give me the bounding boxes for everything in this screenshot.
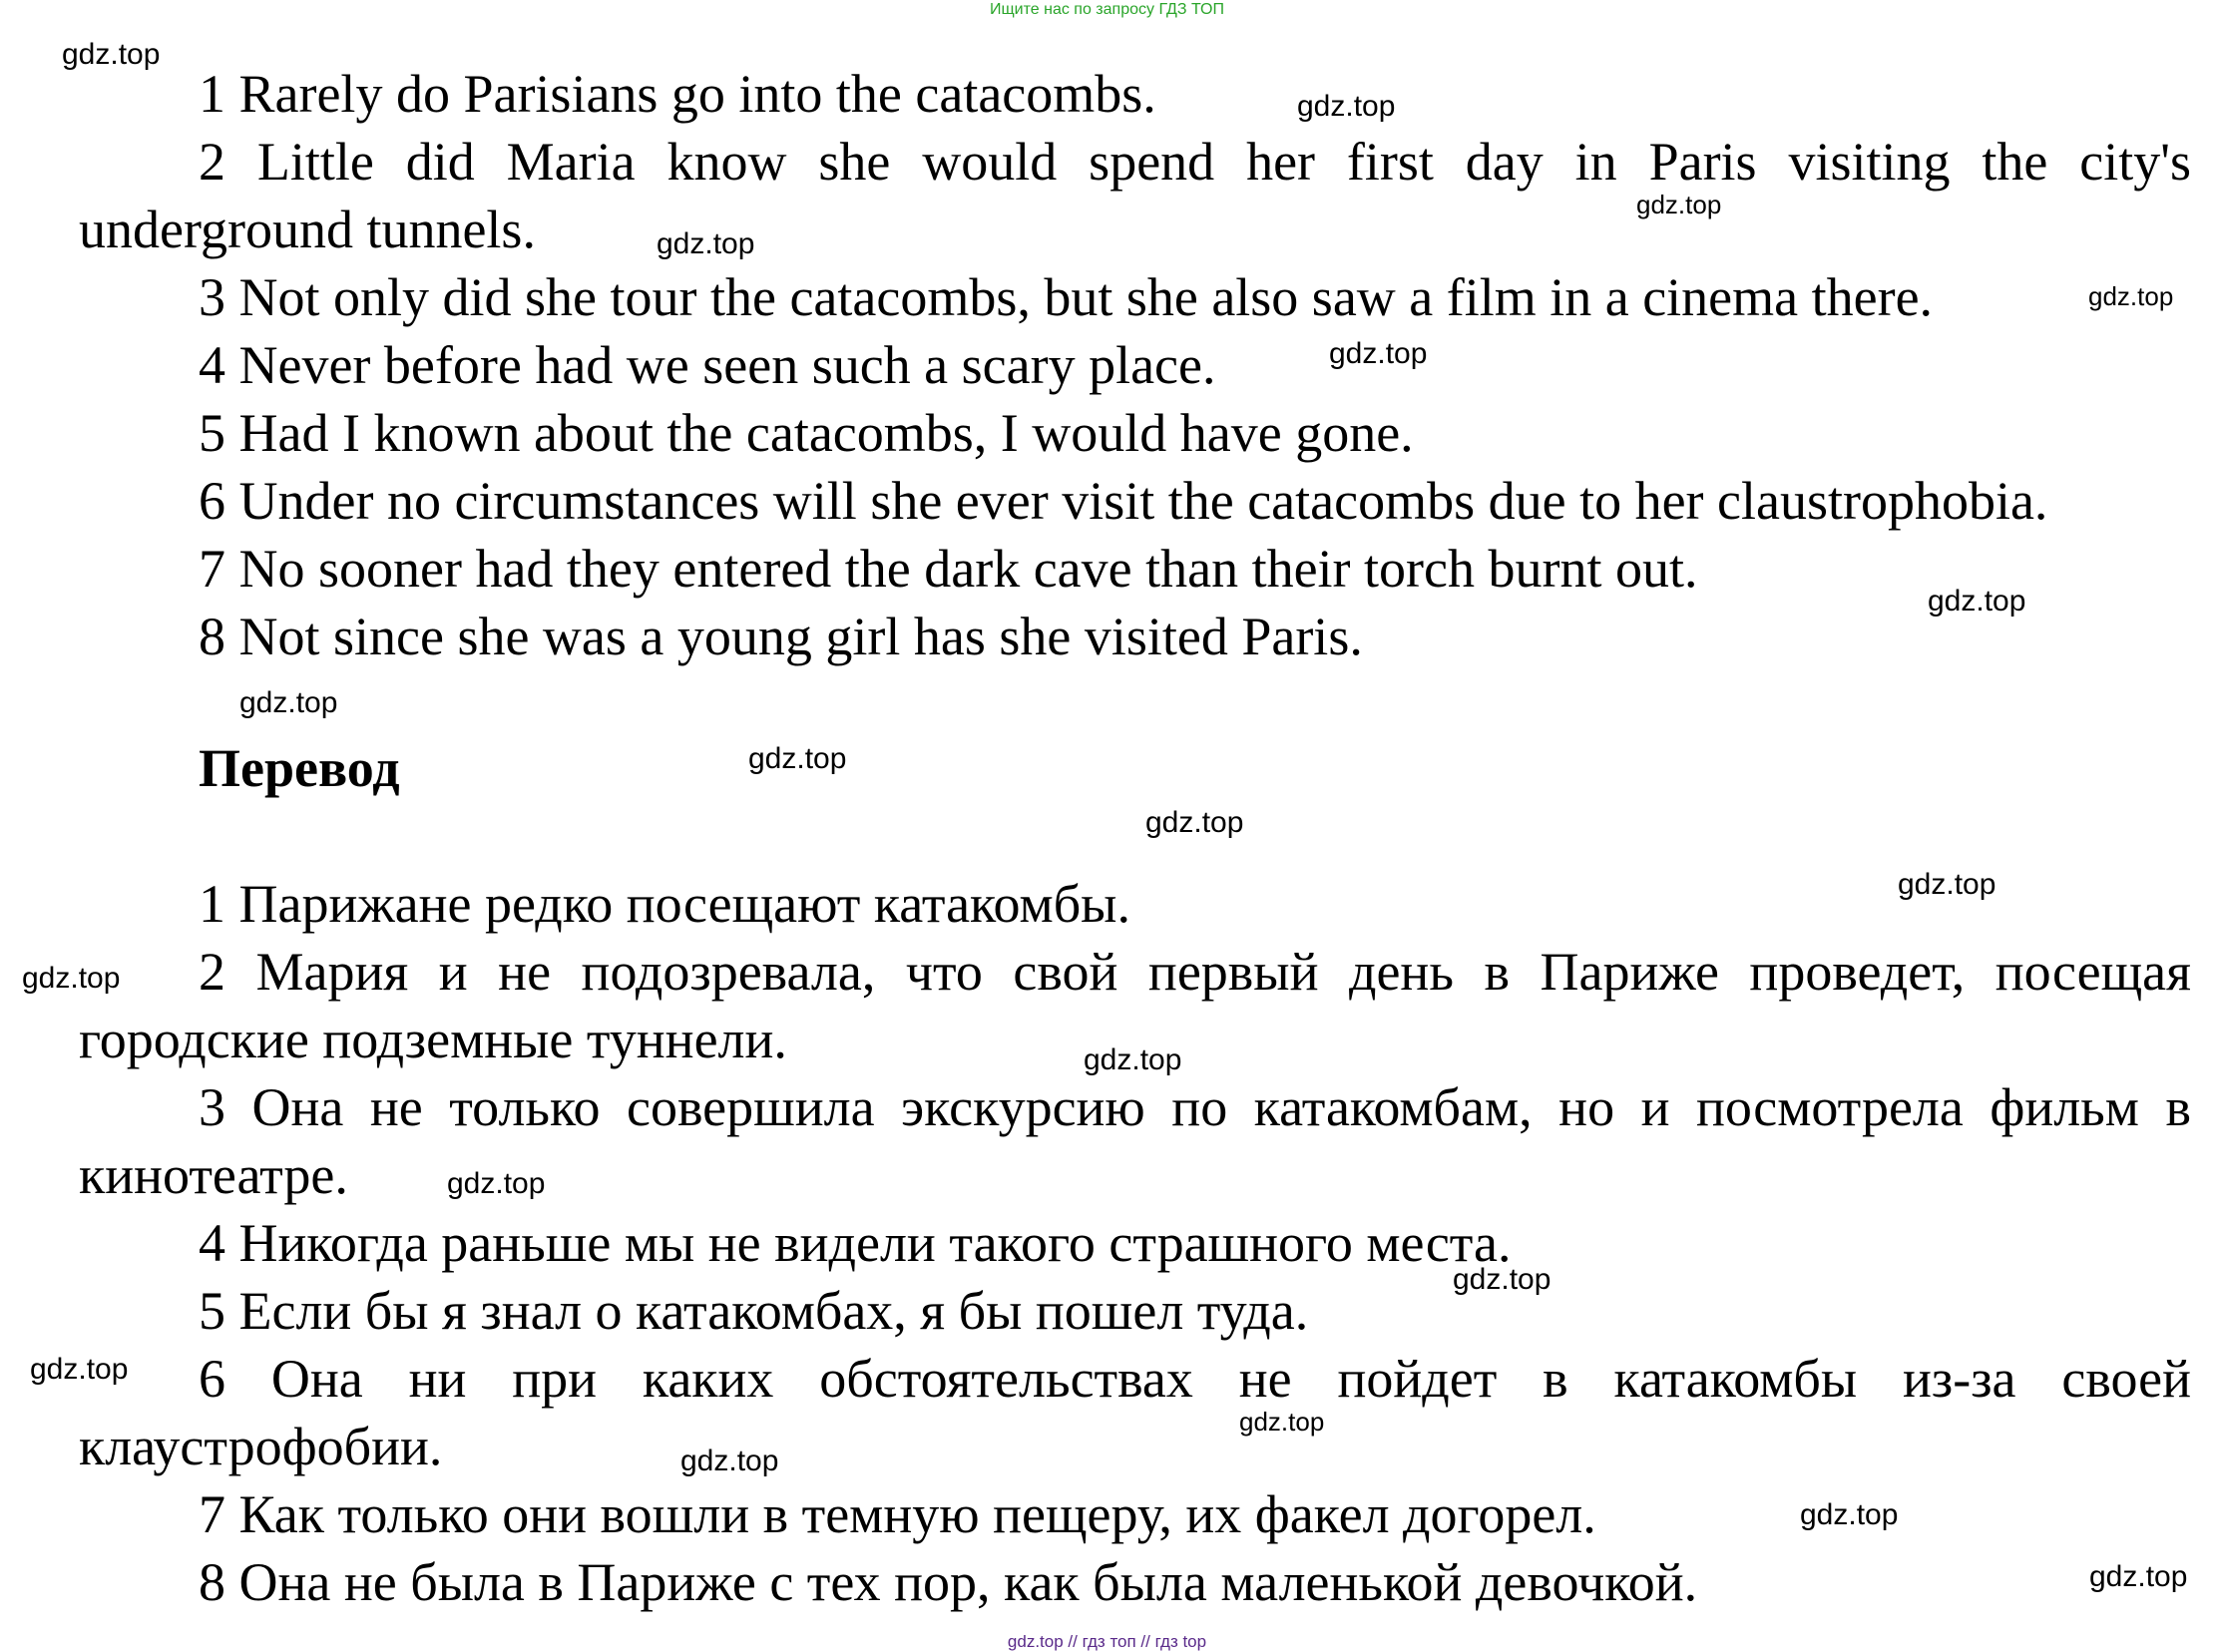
russian-sentence-4: 4 Никогда раньше мы не видели такого страшного места. — [199, 1213, 1512, 1273]
watermark: gdz.top — [1084, 1043, 1182, 1076]
russian-sentence-2: 2 Мария и не подозревала, что свой первый день в Париже проведет, посещая городские подземные туннели. — [79, 942, 2191, 1069]
watermark: gdz.top — [1329, 337, 1428, 370]
watermark: gdz.top — [748, 742, 847, 775]
watermark: gdz.top — [30, 1353, 129, 1386]
russian-sentence-8: 8 Она не была в Париже с тех пор, как была маленькой девочкой. — [199, 1552, 1698, 1612]
watermark: gdz.top — [1297, 90, 1396, 123]
watermark: gdz.top — [2088, 281, 2174, 311]
watermark: gdz.top — [1145, 806, 1244, 839]
watermark: gdz.top — [447, 1167, 546, 1200]
english-sentence-5: 5 Had I known about the catacombs, I would have gone. — [199, 403, 1414, 463]
translation-heading: Перевод — [199, 738, 400, 798]
watermark: gdz.top — [2089, 1560, 2188, 1593]
english-sentence-1: 1 Rarely do Parisians go into the catacombs. — [199, 64, 1156, 124]
watermark: gdz.top — [680, 1445, 779, 1477]
watermark: gdz.top — [1800, 1498, 1899, 1531]
watermark: gdz.top — [22, 962, 121, 995]
english-sentence-6: 6 Under no circumstances will she ever visit the catacombs due to her claustrophobia. — [199, 471, 2048, 531]
watermark: gdz.top — [1239, 1407, 1325, 1437]
russian-sentence-5: 5 Если бы я знал о катакомбах, я бы пошел туда. — [199, 1281, 1309, 1341]
search-banner[interactable]: Ищите нас по запросу ГДЗ ТОП — [990, 1, 1224, 18]
watermark: gdz.top — [1453, 1263, 1551, 1296]
english-sentence-8: 8 Not since she was a young girl has she visited Paris. — [199, 607, 1363, 666]
watermark: gdz.top — [657, 227, 755, 260]
russian-sentence-6: 6 Она ни при каких обстоятельствах не пойдет в катакомбы из-за своей клаустрофобии. — [79, 1349, 2191, 1476]
russian-sentence-3: 3 Она не только совершила экскурсию по катакомбам, но и посмотрела фильм в кинотеатре. — [79, 1077, 2191, 1205]
russian-sentence-1: 1 Парижане редко посещают катакомбы. — [199, 874, 1130, 934]
footer-links[interactable]: gdz.top // гдз топ // гдз top — [1007, 1632, 1207, 1651]
english-sentence-7: 7 No sooner had they entered the dark cave than their torch burnt out. — [199, 539, 1698, 599]
watermark: gdz.top — [62, 38, 161, 71]
watermark: gdz.top — [1898, 868, 1996, 901]
english-sentence-3: 3 Not only did she tour the catacombs, but she also saw a film in a cinema there. — [199, 267, 1934, 327]
english-sentence-2: 2 Little did Maria know she would spend her first day in Paris visiting the city's underground tunnels. — [79, 132, 2191, 259]
english-sentence-4: 4 Never before had we seen such a scary place. — [199, 335, 1216, 395]
russian-sentence-7: 7 Как только они вошли в темную пещеру, их факел догорел. — [199, 1484, 1596, 1544]
watermark: gdz.top — [1636, 190, 1722, 219]
watermark: gdz.top — [239, 686, 338, 719]
watermark: gdz.top — [1928, 585, 2026, 618]
